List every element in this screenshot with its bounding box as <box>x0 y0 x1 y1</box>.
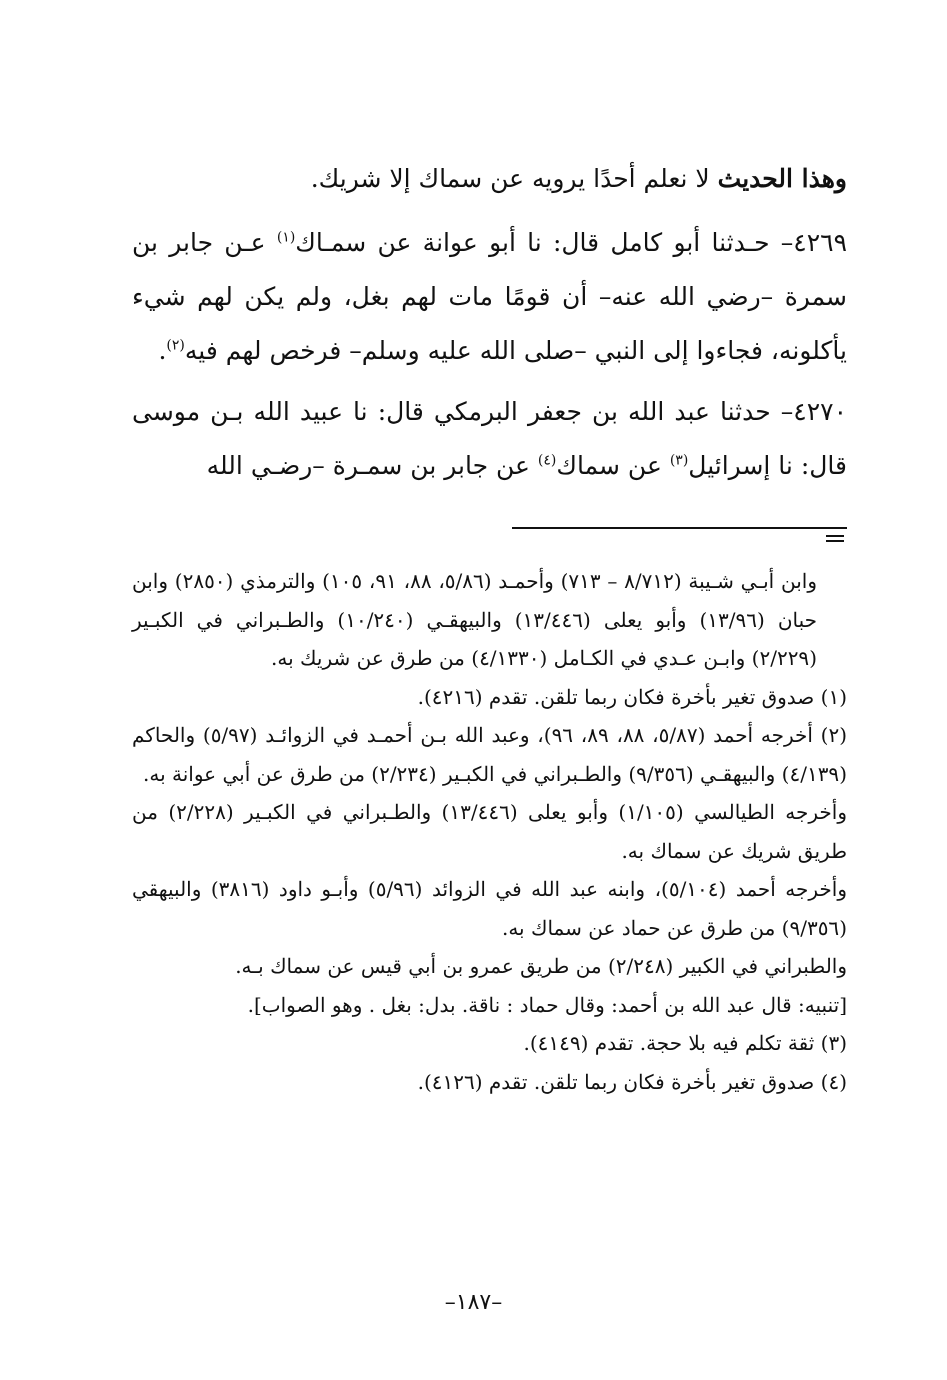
text-span: ٤٢٦٩– حـدثنا أبو كامل قال: نا أبو عوانة عن سمـاك <box>295 228 847 257</box>
paragraph-text <box>132 216 847 378</box>
paragraph-text <box>132 385 847 493</box>
text-span: لا نعلم أحدًا يرويه عن سماك إلا شريك. <box>310 164 718 193</box>
text-span: ٤٢٧٠– حدثنا عبد الله بن جعفر البرمكي قال: نا عبيد الله بـن موسى قال: نا إسرائيل <box>132 397 847 480</box>
continuation-mark <box>826 535 844 545</box>
footnote-2: (٢) أخرجه أحمد (٥/٨٧، ٨٨، ٨٩، ٩٦)، وعبد الله بـن أحمـد في الزوائـد (٥/٩٧) والحاكم (٤/١٣٩) والبيهقـي (٩/٣٥٦) والطـبراني في الكبـير (٢/٢٣٤) من طرق عن أبي عوانة به. <box>132 723 848 786</box>
footnote-continuation: وابن أبـي شـيبة (٨/٧١٢ – ٧١٣) وأحمـد (٥/٨٦، ٨٨، ٩١، ١٠٥) والترمذي (٢٨٥٠) وابن حبان (١٣/٩٦) وأبو يعلى (١٣/٤٤٦) والبيهقـي (١٠/٢٤٠) والطـبراني في الكبـير (٢/٢٢٩) وابـن عـدي في الكـامل (٤/١٣٣٠) من طرق عن شريك به. <box>132 569 818 670</box>
paragraph-text <box>132 152 847 206</box>
text-span: عـن جابر بن سمرة –رضي الله عنه– أن قومًا مات لهم بغل، ولم يكن لهم شيء يأكلونه، فجاءوا إلى النبي –صلى الله عليه وسلم– فرخص لهم فيه <box>132 228 847 365</box>
text-span: عن سماك <box>556 451 670 480</box>
page-number: –١٨٧– <box>444 1290 503 1315</box>
footnote-ref: (٢) <box>166 337 185 354</box>
text-span: عن جابر بن سمـرة –رضـي الله <box>206 451 538 480</box>
footnote-2-b: وأخرجه الطيالسي (١/١٠٥) وأبو يعلى (١٣/٤٤٦) والطـبراني في الكبـير (٢/٢٢٨) من طريق شريك عن سماك به. <box>132 800 847 863</box>
footnote-2-d: والطبراني في الكبير (٢/٢٤٨) من طريق عمرو بن أبي قيس عن سماك بـه. <box>235 954 847 978</box>
footnote-3: (٣) ثقة تكلم فيه بلا حجة. تقدم (٤١٤٩). <box>523 1031 847 1055</box>
footnote-4: (٤) صدوق تغير بأخرة فكان ربما تلقن. تقدم (٤١٢٦). <box>417 1069 847 1094</box>
footnote-ref: (١) <box>276 229 296 246</box>
footnote-separator <box>512 527 847 529</box>
main-paragraph-closing <box>132 152 847 206</box>
footnote-1: (١) صدوق تغير بأخرة فكان ربما تلقن. تقدم (٤٢١٦). <box>417 684 847 709</box>
footnotes <box>132 562 847 1101</box>
footnote-2-note: [تنبيه: قال عبد الله بن أحمد: وقال حماد : ناقة. بدل: بغل . وهو الصواب]. <box>247 992 847 1017</box>
footnote-2-c: وأخرجه أحمد (٥/١٠٤)، وابنه عبد الله في الزوائد (٥/٩٦) وأبـو داود (٣٨١٦) والبيهقي (٩/٣٥٦) من طرق عن حماد عن سماك به. <box>132 877 847 940</box>
footnote-ref: (٣) <box>669 452 689 469</box>
text-span: . <box>158 336 167 365</box>
main-paragraph-hadith-4269 <box>132 216 847 378</box>
main-paragraph-hadith-4270 <box>132 385 847 493</box>
footnote-ref: (٤) <box>537 452 557 469</box>
bold-lead: وهذا الحديث <box>717 164 847 193</box>
